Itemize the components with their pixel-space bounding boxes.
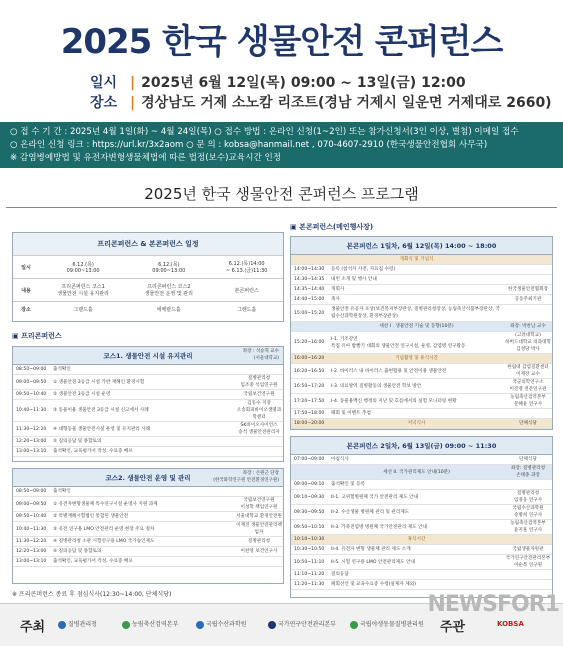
table-cell: 에메랄드홀	[127, 302, 210, 318]
row-content: 등록 (참석자 사전, 자료집 수령)	[331, 267, 396, 272]
row-time: 14:30~14:35	[294, 277, 325, 282]
org-logo: 국립수산과학원	[196, 619, 247, 629]
row-speaker: 국군의학연구소 이진영 전문연구관	[509, 380, 547, 392]
row-speaker: 단체식당	[519, 457, 537, 462]
row-time: 09:50~10:40	[16, 392, 47, 397]
row-time: 09:00~09:10	[294, 482, 325, 487]
row-content: 출석확인, 교육평가서 작성, 수료증 배포	[53, 559, 133, 564]
registration-info	[0, 122, 563, 168]
row-time: 16:20~16:50	[294, 368, 325, 374]
pre-conference-title: ▣ 프리콘퍼런스	[12, 331, 62, 341]
row-label: 내용	[13, 279, 39, 302]
row-time: 08:50~09:00	[16, 489, 47, 494]
schedule-row	[13, 437, 283, 447]
row-time: 16:50~17:20	[294, 383, 325, 389]
row-content: II-5. 시험 연구용 LMO 안전관리제도 안내	[331, 559, 415, 565]
table-row	[13, 279, 283, 302]
program-title: 2025년 한국 생물안전 콘퍼런스 프로그램	[144, 185, 419, 203]
row-time: 10:10~10:30	[294, 537, 325, 542]
row-content: ② 특별재해시험법인 통합된 생물안전	[53, 514, 129, 519]
row-time: 09:30~09:50	[294, 509, 325, 515]
schedule-row	[291, 465, 552, 480]
schedule-row	[291, 295, 552, 305]
schedule-row	[291, 505, 552, 520]
row-time: 11:20~11:30	[294, 582, 325, 587]
watermark: NEWSFOR1	[427, 592, 559, 617]
overview-table	[13, 255, 283, 317]
row-content: 출석확인	[53, 489, 71, 494]
row-speaker: 국가연구안전관리본부 이순복 연구원	[505, 556, 551, 568]
row-content: ④ 질병관리청 소관 시험연구용 LMO 국가승인제도	[53, 539, 155, 544]
overview-box	[12, 232, 284, 322]
row-content: ① 유전자변형생물체 특수연구시설 운영사 지원 과제	[53, 501, 158, 507]
row-speaker: 좌장: 질병관리청 손태종 과장	[510, 466, 546, 478]
row-speaker: 국립수산과학원 송병희 연구사	[512, 506, 544, 518]
schedule-row	[13, 447, 283, 457]
table-row	[13, 256, 283, 279]
row-content: 휴식시간	[407, 537, 426, 542]
info-line: ○ 접 수 기 간 : 2025년 4월 1일(화) ~ 4월 24일(목) ○ 접수 방법 : 온라인 신청(1~2인) 또는 참가신청서(3인 이상, 별첨) 이메일 접수	[10, 127, 519, 137]
row-time: 09:10~09:30	[294, 494, 325, 500]
table-cell: 본콘퍼런스	[210, 279, 283, 302]
row-speaker: (고려대학교) 하버드대학교 의과대학 김성당 박사	[505, 333, 551, 352]
row-label: 장소	[13, 302, 39, 318]
day2-box	[290, 436, 553, 598]
row-content: I-4. 동물용백신 행정의 지난 및 흐름에서의 실험 모니터링 현황	[331, 398, 457, 404]
row-speaker: SK바이오사이언스 송석 생물안전관리자	[238, 423, 280, 435]
row-content: ② 생물안전 3등급 시설 운영	[53, 392, 111, 397]
row-time: 09:00~09:50	[16, 501, 47, 507]
info-line[interactable]: ○ 온라인 신청 링크 : https://url.kr/3x2aom ○ 문 의 : kobsa@hanmail.net , 070-4607-2910 (한국생물안전협회 사무국)	[10, 140, 488, 150]
schedule-row	[291, 379, 552, 394]
row-content: 축사	[331, 297, 340, 302]
row-content: 개회사	[331, 287, 345, 292]
row-time: 11:30~12:20	[16, 426, 47, 432]
row-content: II-3. 가축전염병 병원체 국가안전관리 제도 안내	[331, 524, 427, 530]
row-time: 13:00~13:10	[16, 449, 47, 454]
row-content: 출석확인, 교육평가서 작성, 수료증 배포	[53, 449, 133, 454]
schedule-row	[291, 255, 552, 265]
schedule-row	[13, 422, 283, 437]
host-label: 주최	[20, 620, 46, 635]
schedule-row	[291, 480, 552, 490]
schedule-row	[291, 535, 552, 545]
table-cell: 6.12.(목)14:00 ~ 6.13.(금)11:30	[210, 256, 283, 279]
row-content: ⑤ 질의응답 및 종합토의	[53, 549, 102, 554]
row-time: 14:35~14:40	[294, 287, 325, 292]
row-content: 폐회 및 이벤트 추첨	[331, 411, 371, 416]
row-time: 16:00~16:20	[294, 356, 325, 361]
org-logo: 국립야생동물질병관리원	[350, 619, 424, 629]
row-time: 12:20~13:00	[16, 439, 47, 444]
schedule-row	[291, 285, 552, 295]
row-content: 세션 I . 생물안전 기술 및 동향(10분)	[379, 324, 454, 329]
row-speaker: 국립생물자원관	[512, 547, 544, 552]
row-time: 07:00~09:00	[294, 457, 325, 462]
row-content: 폐회선언 및 교육수료증 수령(실제자 제외)	[331, 582, 416, 587]
row-time: 12:20~13:00	[16, 549, 47, 554]
course1-rows	[13, 365, 283, 457]
schedule-row	[291, 275, 552, 285]
table-cell: 6.12.(목) 09:00~13:00	[127, 256, 210, 279]
row-speaker: 이찬영 보건연구사	[240, 549, 278, 554]
row-content: ⑤ 질의응답 및 종합토의	[53, 439, 102, 444]
schedule-row	[291, 394, 552, 409]
table-cell: 6.12.(목) 09:00~13:00	[39, 256, 127, 279]
course1-box	[12, 346, 284, 462]
org-icon	[350, 621, 358, 629]
row-content: 출석확인 및 등록	[331, 482, 365, 487]
row-content: 저녁식사	[407, 421, 426, 426]
row-speaker: 단체식당	[519, 421, 537, 426]
row-content: 개회식 및 기념식	[399, 257, 434, 262]
day1-rows	[291, 255, 552, 429]
pre-note: ※ 프리콘퍼런스 종료 후 점심식사(12:30~14:00, 단체식당)	[12, 591, 172, 598]
day2-rows	[291, 455, 552, 590]
schedule-row	[13, 497, 283, 512]
row-speaker: 이재진 생물안전관리책임자	[236, 523, 282, 535]
schedule-row	[291, 520, 552, 535]
row-content: ① 생물안전 3등급 시설 가반 재해인 환경시험	[53, 379, 145, 385]
row-content: ③ 유전 연구용 LMO 안전관리 운영 현장 주요 절차	[53, 526, 155, 532]
course2-header: 코스2. 생물안전 운영 및 관리	[105, 474, 191, 482]
row-time: 18:00~20:00	[294, 421, 325, 426]
org-icon	[58, 621, 66, 629]
course2-chair: 좌장 : 손원근 단장 (한국화학연구원 안전환경연구원)	[213, 471, 279, 483]
schedule-row	[291, 455, 552, 465]
org-icon	[268, 621, 276, 629]
row-speaker: 질병관리청 임조중 석임연구원	[240, 376, 278, 388]
venue-value: 경상남도 거제 소노캄 리조트(경남 거제시 일운면 거제대로 2660)	[141, 95, 552, 111]
date-value: 2025년 6월 12일(목) 09:00 ~ 13일(금) 12:00	[141, 75, 466, 91]
schedule-row	[291, 580, 552, 590]
row-speaker: 좌장: 박찬남 교수	[510, 324, 546, 329]
row-content: II-4. 유전자 변형 생물체 관리 제도 소개	[331, 547, 411, 552]
row-speaker: 공동주최기관	[514, 297, 542, 302]
row-label: 일시	[13, 256, 39, 279]
row-content: 생물안전 유공자 포상(보건복지부장관상, 질병관리청장상, 농림축산식품부장관상, 국립수산과학원장상, 환경부장관상)	[331, 307, 500, 319]
table-cell: 프리콘퍼런스 코스2 생물안전 운영 및 관리	[127, 279, 210, 302]
table-row	[13, 302, 283, 318]
day1-box	[290, 236, 553, 430]
schedule-row	[291, 364, 552, 379]
row-speaker: 질병관리청	[247, 539, 271, 544]
date-row: 일시 | 2025년 6월 12일(목) 09:00 ~ 13일(금) 12:00	[90, 72, 466, 92]
row-content: I-1. 기조강연 특집 유아 밥빨기 대회의 생물안전 연구시설, 운영, 감염병 연구활동	[331, 336, 466, 349]
table-cell: 그랜드홀	[210, 302, 283, 318]
table-cell: 그랜드홀	[39, 302, 127, 318]
row-content: ③ 동물이용 생물안전 3등급 시설 신고에서 사례	[53, 408, 149, 413]
schedule-row	[13, 487, 283, 497]
row-time: 17:20~17:50	[294, 398, 325, 404]
org-icon	[122, 621, 130, 629]
row-time: 11:10~11:20	[294, 572, 325, 577]
course1-chair: 좌장 : 석승혁 교수 (서울대학교)	[242, 349, 279, 361]
row-content: 세션 II. 국가관리제도 안내(10분)	[383, 469, 450, 475]
row-speaker: 질병관리청 임경웅 연구사	[513, 491, 543, 503]
row-time: 15:00~15:20	[294, 310, 325, 316]
row-speaker: 한림대 감염질환센터 이재강 교수	[507, 365, 549, 377]
schedule-row	[13, 512, 283, 522]
table-cell: 프리콘퍼런스 코스1 생물안전 시설 유지관리	[39, 279, 127, 302]
schedule-row	[291, 490, 552, 505]
row-time: 11:30~12:20	[16, 539, 47, 544]
row-time: 10:40~11:30	[16, 526, 47, 532]
schedule-row	[291, 305, 552, 322]
schedule-row	[291, 322, 552, 332]
row-time: 10:40~11:30	[16, 408, 47, 413]
schedule-row	[13, 522, 283, 537]
row-time: 10:50~11:10	[294, 559, 325, 565]
schedule-row	[13, 537, 283, 547]
row-speaker: 서울대학교 환경안전원	[236, 514, 282, 519]
row-time: 10:30~10:50	[294, 547, 325, 552]
row-time: 09:50~10:40	[16, 514, 47, 519]
row-time: 14:00~14:30	[294, 267, 325, 272]
venue-row: 장소 | 경상남도 거제 소노캄 리조트(경남 거제시 일운면 거제대로 2660)	[90, 92, 552, 112]
course1-header: 코스1. 생물안전 시설 유지관리	[103, 352, 193, 360]
organizer-label: 주관	[440, 620, 466, 635]
row-time: 09:50~10:10	[294, 524, 325, 530]
schedule-row	[291, 545, 552, 555]
schedule-row	[13, 375, 283, 390]
org-icon	[196, 621, 204, 629]
kobsa-logo: KOBSA	[497, 620, 524, 628]
row-speaker: 한국생물안전협회장	[508, 287, 548, 292]
row-time: 09:00~09:50	[16, 379, 47, 385]
row-content: 내빈 소개 및 행사 안내	[331, 277, 377, 282]
schedule-row	[291, 332, 552, 354]
row-speaker: 농림축산검역본부 문혜윤 연구사	[510, 395, 546, 407]
row-speaker: 김동수 지장 오송회피바이오생명과학센터	[236, 401, 282, 420]
org-logo: 질병관리청	[58, 619, 97, 629]
overview-header: 프리콘퍼런스 & 본콘퍼런스 일정	[13, 233, 283, 255]
row-time: 13:00~13:10	[16, 559, 47, 564]
row-speaker: 농림축산검역본부 윤지훈 연구사	[510, 521, 546, 533]
row-content: I-2. 바이러스 내 바이러스 출현활용 및 안전이용 생물안전	[331, 368, 447, 374]
row-content: 아침식사	[331, 457, 349, 462]
row-content: 질의응답	[331, 572, 349, 577]
schedule-row	[13, 547, 283, 557]
schedule-row	[13, 557, 283, 567]
schedule-row	[13, 400, 283, 422]
schedule-row	[291, 409, 552, 419]
row-content: ④ 대형동물 생물안전시설 운영 및 유지관리 사례	[53, 426, 151, 432]
date-label: 일시	[90, 75, 118, 91]
page-title: 2025 한국 생물안전 콘퍼런스	[60, 22, 503, 62]
row-speaker: 국립보건연구원	[243, 392, 275, 397]
schedule-row	[291, 354, 552, 364]
row-time: 17:50~18:00	[294, 411, 325, 416]
org-logo: 농림축산검역본부	[122, 619, 178, 629]
schedule-row	[291, 419, 552, 429]
row-time: 14:40~15:00	[294, 297, 325, 302]
row-speaker: 국립보건연구원 이성학 책임연구원	[240, 498, 278, 510]
day1-header: 본콘퍼런스 1일차, 6월 12일(목) 14:00 ~ 18:00	[291, 237, 552, 255]
schedule-row	[13, 365, 283, 375]
row-content: II-2. 수산생물 병원체 관리 및 관리제도	[331, 509, 410, 515]
divider	[6, 207, 557, 208]
schedule-row	[13, 390, 283, 400]
org-logo: 국가연구안전관리본부	[268, 619, 336, 629]
venue-label: 장소	[90, 95, 118, 111]
row-time: 15:20~16:00	[294, 340, 325, 345]
row-content: 기념촬영 및 휴식시간	[395, 356, 438, 361]
course2-rows	[13, 487, 283, 567]
main-conference-title: ▣ 본콘퍼런스(메인행사장)	[290, 222, 373, 232]
schedule-row	[291, 555, 552, 570]
info-line: ※ 감염병예방법 및 유전자변형생물체법에 따른 법정(보수)교육시간 인정	[10, 153, 282, 163]
day2-header: 본콘퍼런스 2일차, 6월 13일(금) 09:00 ~ 11:30	[291, 437, 552, 455]
row-content: I-3. 의료방역 질병활동의 생물안전 학보 방안	[331, 383, 422, 389]
course2-box	[12, 468, 284, 584]
schedule-row	[291, 570, 552, 580]
schedule-row	[291, 265, 552, 275]
row-content: 출석확인	[53, 367, 71, 372]
row-content: II-1. 고위험병원체 국가 안전관리 제도 안내	[331, 494, 419, 500]
row-time: 08:50~09:00	[16, 367, 47, 372]
